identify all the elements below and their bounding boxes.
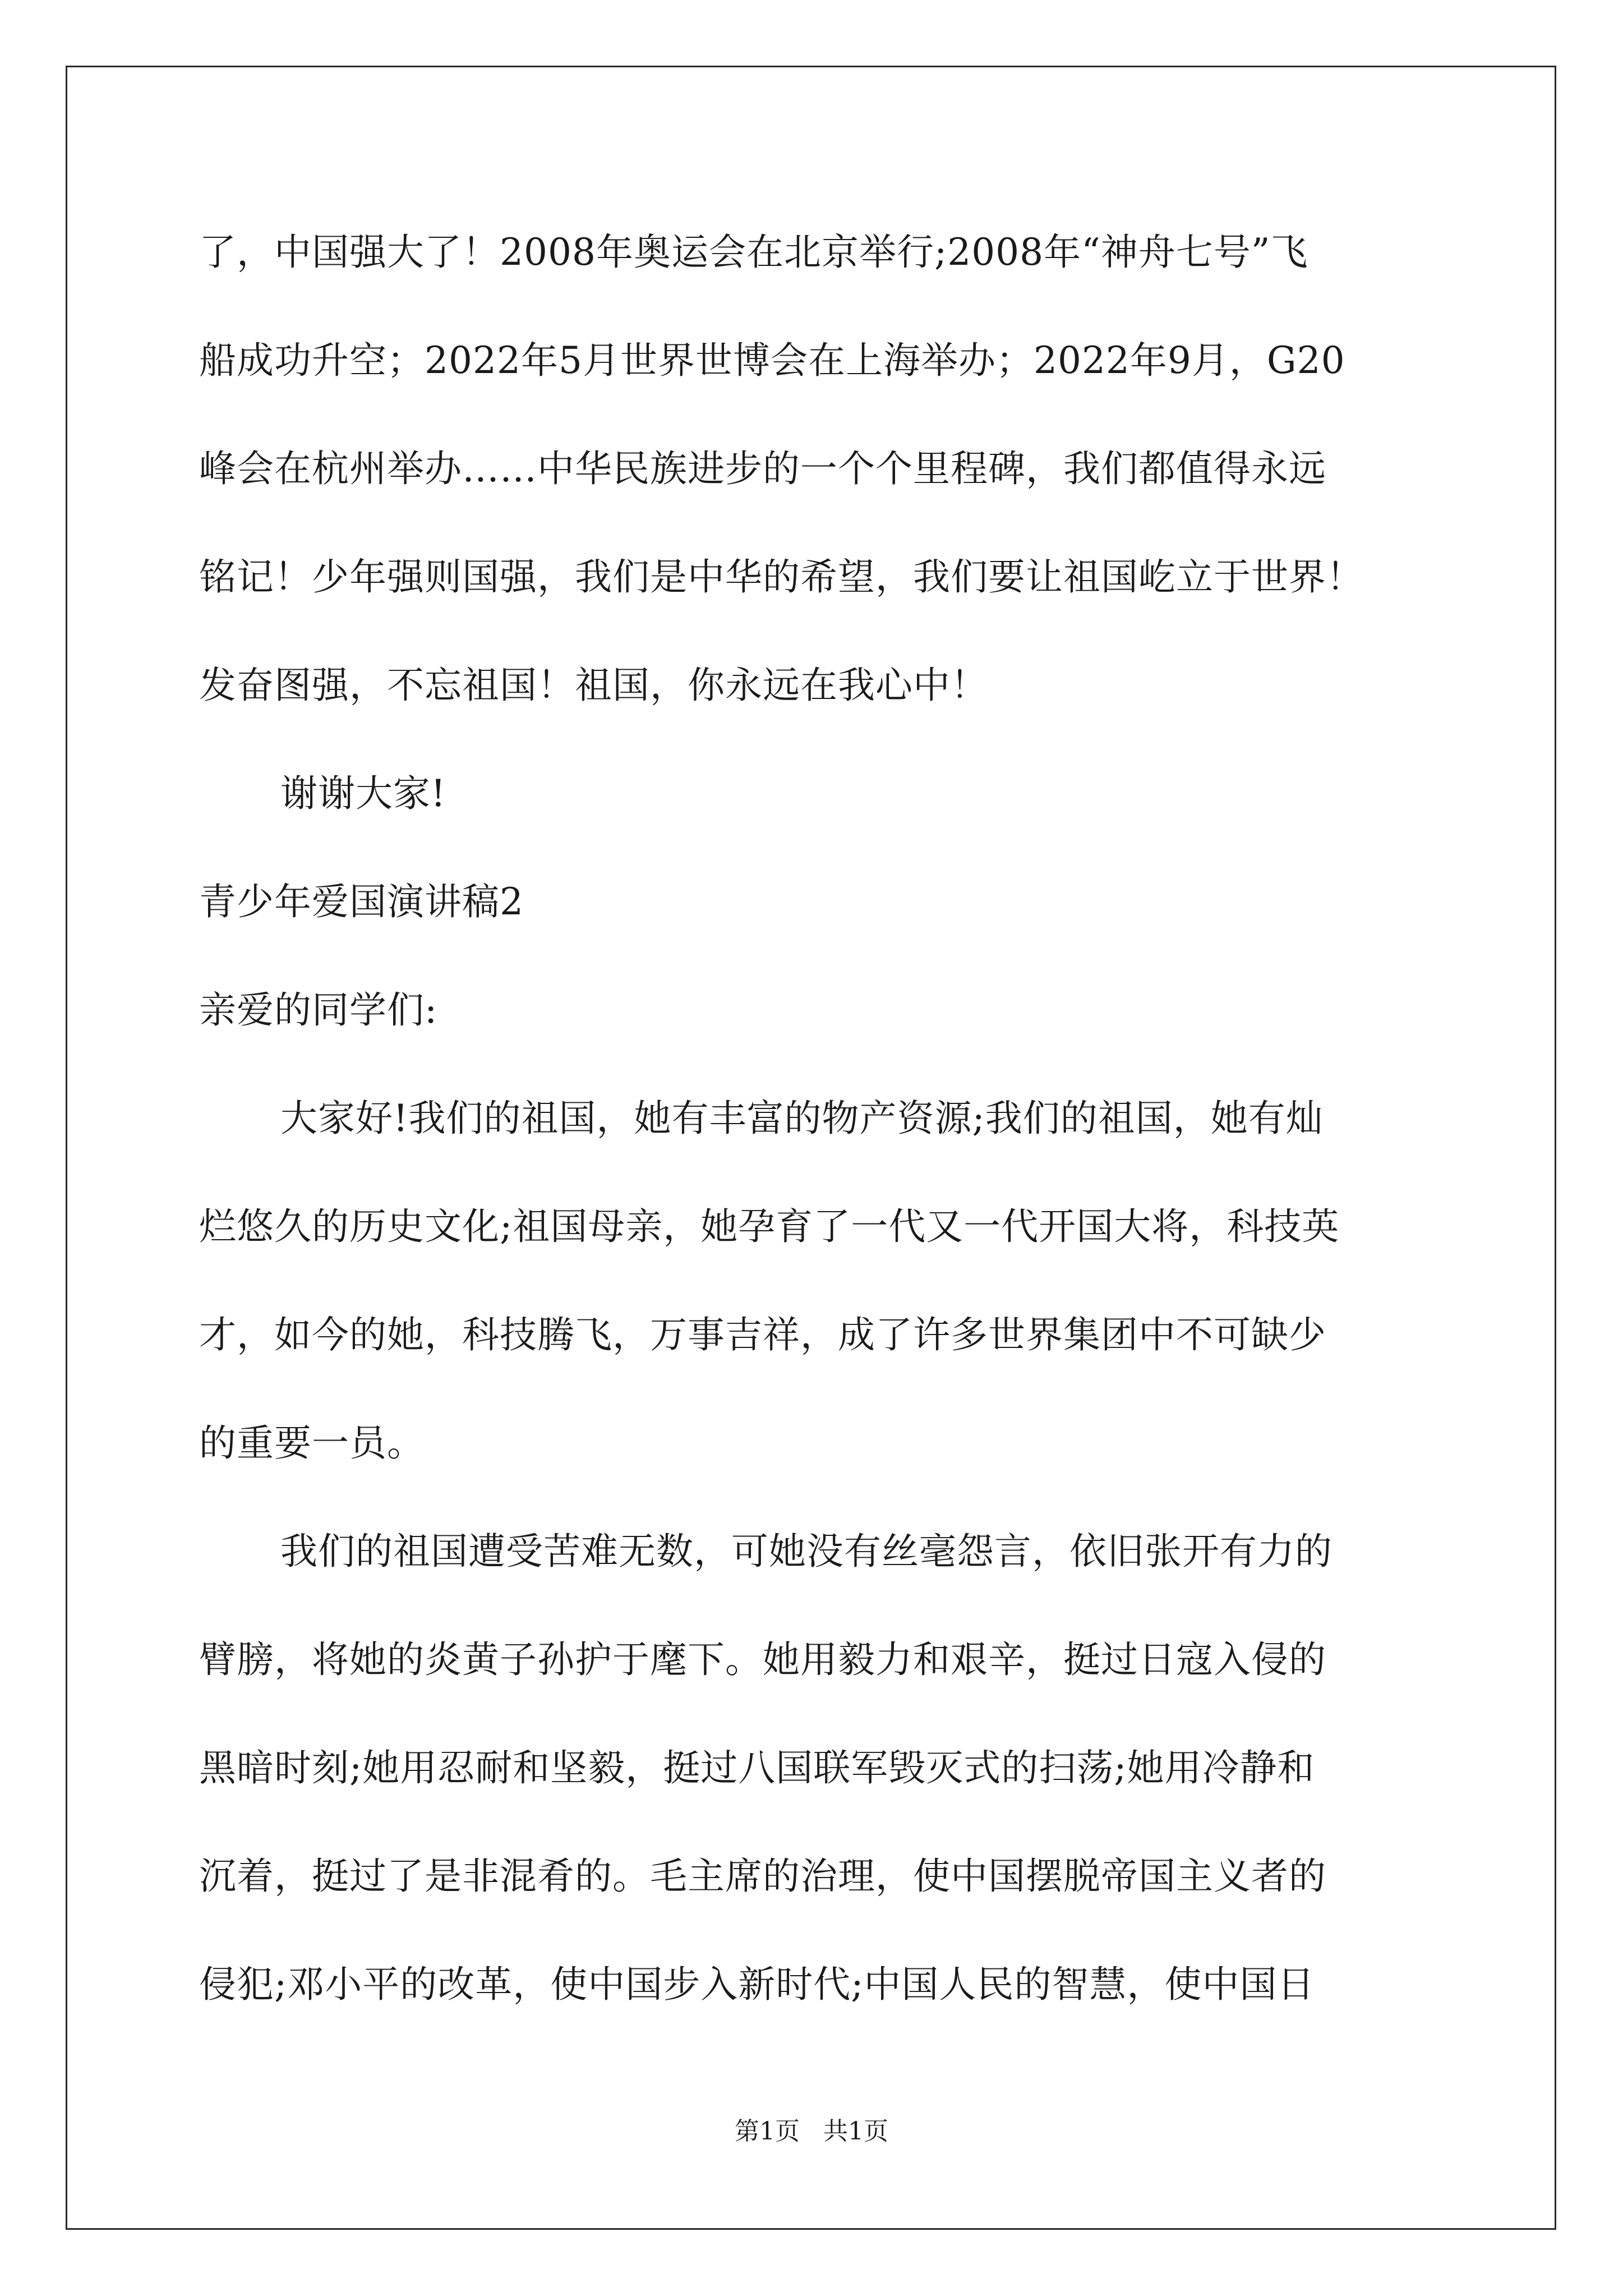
- body-line: 侵犯;邓小平的改革，使中国步入新时代;中国人民的智慧，使中国日: [199, 1963, 1315, 2006]
- body-line: 沉着，挺过了是非混肴的。毛主席的治理，使中国摆脱帝国主义者的: [199, 1855, 1326, 1898]
- body-line: 船成功升空；2022年5月世界世博会在上海举办；2022年9月，G20: [199, 339, 1345, 382]
- body-line: 发奋图强，不忘祖国！祖国，你永远在我心中！: [199, 664, 988, 707]
- body-line: 烂悠久的历史文化;祖国母亲，她孕育了一代又一代开国大将，科技英: [199, 1205, 1340, 1248]
- page-footer: 第1页 共1页: [735, 2117, 888, 2146]
- closing-line: 谢谢大家!: [280, 772, 446, 815]
- paragraph-start: 我们的祖国遭受苦难无数，可她没有丝毫怨言，依旧张开有力的: [280, 1530, 1332, 1573]
- body-line: 铭记！少年强则国强，我们是中华的希望，我们要让祖国屹立于世界！: [199, 555, 1364, 599]
- body-line: 了，中国强大了！2008年奥运会在北京举行;2008年“神舟七号”飞: [199, 231, 1308, 274]
- body-line: 才，如今的她，科技腾飞，万事吉祥，成了许多世界集团中不可缺少: [199, 1313, 1326, 1356]
- body-line: 臂膀，将她的炎黄子孙护于麾下。她用毅力和艰辛，挺过日寇入侵的: [199, 1638, 1326, 1681]
- body-line: 峰会在杭州举办……中华民族进步的一个个里程碑，我们都值得永远: [199, 447, 1326, 490]
- body-line: 的重要一员。: [199, 1421, 425, 1465]
- document-body: [199, 219, 1450, 2059]
- body-line: 黑暗时刻;她用忍耐和坚毅，挺过八国联军毁灭式的扫荡;她用冷静和: [199, 1746, 1315, 1789]
- paragraph-start: 大家好!我们的祖国，她有丰富的物产资源;我们的祖国，她有灿: [280, 1097, 1324, 1140]
- salutation: 亲爱的同学们:: [199, 988, 438, 1032]
- section-title: 青少年爱国演讲稿2: [199, 880, 524, 923]
